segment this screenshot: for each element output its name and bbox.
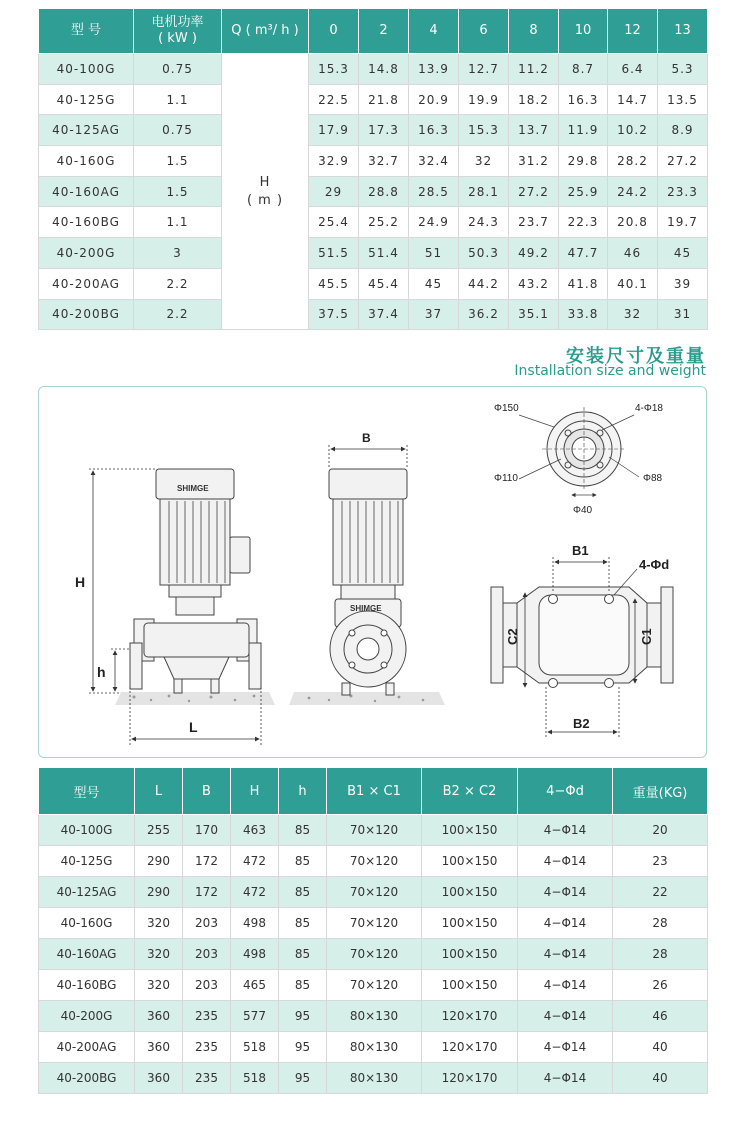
header-flow: Q ( m³/ h )	[222, 9, 309, 54]
dims-cell: 4−Φ14	[518, 1001, 613, 1032]
head-value-cell: 25.9	[559, 176, 608, 207]
head-value-cell: 25.2	[359, 207, 409, 238]
head-value-cell: 45.4	[359, 268, 409, 299]
dims-cell: 70×120	[327, 877, 422, 908]
dims-cell: 85	[279, 939, 327, 970]
performance-row	[39, 238, 708, 269]
dims-row	[39, 846, 708, 877]
dims-cell: 360	[135, 1032, 183, 1063]
performance-row	[39, 115, 708, 146]
model-cell: 40-200BG	[39, 299, 134, 330]
pump-front-view	[115, 469, 275, 705]
head-value-cell: 16.3	[409, 115, 459, 146]
dims-cell: 22	[613, 877, 708, 908]
head-value-cell: 13.5	[658, 84, 708, 115]
power-cell: 2.2	[134, 268, 222, 299]
dims-cell: 40-160G	[39, 908, 135, 939]
dims-row	[39, 939, 708, 970]
dims-cell: 170	[183, 815, 231, 846]
head-label-line1: H	[259, 175, 271, 191]
head-value-cell: 10.2	[608, 115, 658, 146]
dims-cell: 4−Φ14	[518, 1063, 613, 1094]
label-phi88: Φ88	[643, 473, 663, 484]
performance-header-row	[39, 9, 708, 54]
dims-cell: 360	[135, 1001, 183, 1032]
dims-header: 型号	[39, 768, 135, 815]
head-value-cell: 43.2	[509, 268, 559, 299]
head-value-cell: 21.8	[359, 84, 409, 115]
performance-row	[39, 54, 708, 85]
dims-header: 4−Φd	[518, 768, 613, 815]
head-value-cell: 28.8	[359, 176, 409, 207]
dims-cell: 70×120	[327, 970, 422, 1001]
head-value-cell: 29.8	[559, 146, 608, 177]
head-value-cell: 45.5	[309, 268, 359, 299]
dim-B	[329, 445, 407, 469]
dims-cell: 320	[135, 970, 183, 1001]
dims-cell: 100×150	[422, 908, 518, 939]
dims-row	[39, 908, 708, 939]
dims-cell: 70×120	[327, 939, 422, 970]
head-value-cell: 31.2	[509, 146, 559, 177]
label-H: H	[75, 574, 86, 590]
header-flow-point: 6	[459, 9, 509, 54]
header-flow-point: 12	[608, 9, 658, 54]
head-value-cell: 27.2	[658, 146, 708, 177]
head-value-cell: 29	[309, 176, 359, 207]
dims-header: L	[135, 768, 183, 815]
head-value-cell: 13.7	[509, 115, 559, 146]
dims-row	[39, 877, 708, 908]
head-value-cell: 28.1	[459, 176, 509, 207]
model-cell: 40-200G	[39, 238, 134, 269]
dims-cell: 290	[135, 877, 183, 908]
dims-header: B1 × C1	[327, 768, 422, 815]
dims-header-row	[39, 768, 708, 815]
label-B1: B1	[572, 543, 589, 558]
dims-cell: 320	[135, 908, 183, 939]
head-value-cell: 32.7	[359, 146, 409, 177]
dims-cell: 80×130	[327, 1063, 422, 1094]
label-phi40: Φ40	[573, 505, 593, 516]
motor-brand-side: SHIMGE	[350, 604, 382, 613]
head-value-cell: 51.5	[309, 238, 359, 269]
head-value-cell: 46	[608, 238, 658, 269]
dims-cell: 85	[279, 846, 327, 877]
power-cell: 0.75	[134, 54, 222, 85]
label-phi150: Φ150	[494, 403, 519, 414]
dims-cell: 498	[231, 908, 279, 939]
dims-cell: 70×120	[327, 815, 422, 846]
dims-cell: 100×150	[422, 877, 518, 908]
head-value-cell: 32.4	[409, 146, 459, 177]
head-value-cell: 24.9	[409, 207, 459, 238]
head-value-cell: 44.2	[459, 268, 509, 299]
head-value-cell: 6.4	[608, 54, 658, 85]
dims-header: 重量(KG)	[613, 768, 708, 815]
head-value-cell: 20.8	[608, 207, 658, 238]
dims-cell: 235	[183, 1063, 231, 1094]
header-flow-point: 4	[409, 9, 459, 54]
dims-cell: 100×150	[422, 970, 518, 1001]
dims-cell: 95	[279, 1001, 327, 1032]
head-value-cell: 11.9	[559, 115, 608, 146]
dims-cell: 518	[231, 1032, 279, 1063]
head-value-cell: 14.7	[608, 84, 658, 115]
dims-cell: 235	[183, 1001, 231, 1032]
header-flow-point: 13	[658, 9, 708, 54]
head-value-cell: 51.4	[359, 238, 409, 269]
dim-h	[111, 649, 130, 691]
dims-cell: 100×150	[422, 815, 518, 846]
dims-cell: 4−Φ14	[518, 939, 613, 970]
model-cell: 40-125AG	[39, 115, 134, 146]
power-cell: 3	[134, 238, 222, 269]
header-flow-point: 0	[309, 9, 359, 54]
head-value-cell: 37.4	[359, 299, 409, 330]
head-value-cell: 32	[608, 299, 658, 330]
head-value-cell: 32.9	[309, 146, 359, 177]
model-cell: 40-160G	[39, 146, 134, 177]
dims-cell: 203	[183, 908, 231, 939]
head-value-cell: 45	[658, 238, 708, 269]
head-value-cell: 22.5	[309, 84, 359, 115]
dims-cell: 40-100G	[39, 815, 135, 846]
head-label-cell	[222, 54, 309, 330]
dims-cell: 203	[183, 970, 231, 1001]
power-cell: 0.75	[134, 115, 222, 146]
performance-row	[39, 84, 708, 115]
head-value-cell: 24.3	[459, 207, 509, 238]
head-value-cell: 19.9	[459, 84, 509, 115]
performance-table	[38, 8, 708, 330]
head-value-cell: 20.9	[409, 84, 459, 115]
head-value-cell: 23.3	[658, 176, 708, 207]
head-value-cell: 22.3	[559, 207, 608, 238]
dims-cell: 120×170	[422, 1063, 518, 1094]
flange-detail	[519, 407, 639, 495]
dims-row	[39, 1063, 708, 1094]
head-value-cell: 23.7	[509, 207, 559, 238]
head-value-cell: 45	[409, 268, 459, 299]
head-value-cell: 12.7	[459, 54, 509, 85]
dims-cell: 100×150	[422, 939, 518, 970]
head-value-cell: 28.5	[409, 176, 459, 207]
dims-header: B	[183, 768, 231, 815]
head-value-cell: 50.3	[459, 238, 509, 269]
head-value-cell: 17.3	[359, 115, 409, 146]
head-value-cell: 41.8	[559, 268, 608, 299]
dims-cell: 498	[231, 939, 279, 970]
dims-cell: 70×120	[327, 908, 422, 939]
dims-cell: 26	[613, 970, 708, 1001]
dims-cell: 290	[135, 846, 183, 877]
model-cell: 40-200AG	[39, 268, 134, 299]
dims-cell: 28	[613, 908, 708, 939]
motor-brand-front: SHIMGE	[177, 484, 209, 493]
dims-row	[39, 815, 708, 846]
performance-row	[39, 146, 708, 177]
dims-cell: 80×130	[327, 1032, 422, 1063]
dims-cell: 472	[231, 846, 279, 877]
label-C2: C2	[505, 628, 520, 645]
head-value-cell: 49.2	[509, 238, 559, 269]
dims-cell: 120×170	[422, 1032, 518, 1063]
header-flow-point: 10	[559, 9, 608, 54]
dims-cell: 95	[279, 1032, 327, 1063]
performance-row	[39, 268, 708, 299]
dims-cell: 40-200BG	[39, 1063, 135, 1094]
head-value-cell: 36.2	[459, 299, 509, 330]
dims-row	[39, 1032, 708, 1063]
dims-cell: 20	[613, 815, 708, 846]
label-phi110: Φ110	[494, 473, 518, 484]
head-value-cell: 47.7	[559, 238, 608, 269]
dims-cell: 40-160AG	[39, 939, 135, 970]
label-B2: B2	[573, 716, 590, 731]
dims-cell: 4−Φ14	[518, 815, 613, 846]
dims-row	[39, 1001, 708, 1032]
head-value-cell: 25.4	[309, 207, 359, 238]
head-value-cell: 33.8	[559, 299, 608, 330]
head-value-cell: 39	[658, 268, 708, 299]
dims-header: H	[231, 768, 279, 815]
dims-cell: 40-160BG	[39, 970, 135, 1001]
label-B: B	[362, 431, 371, 445]
dims-cell: 40	[613, 1063, 708, 1094]
head-value-cell: 24.2	[608, 176, 658, 207]
dims-cell: 40-200AG	[39, 1032, 135, 1063]
dims-cell: 360	[135, 1063, 183, 1094]
head-value-cell: 28.2	[608, 146, 658, 177]
head-value-cell: 18.2	[509, 84, 559, 115]
dims-cell: 518	[231, 1063, 279, 1094]
performance-row	[39, 207, 708, 238]
header-flow-point: 2	[359, 9, 409, 54]
dimensions-table	[38, 767, 708, 1094]
power-cell: 1.5	[134, 146, 222, 177]
dims-cell: 40-125AG	[39, 877, 135, 908]
dims-cell: 577	[231, 1001, 279, 1032]
dims-header: B2 × C2	[422, 768, 518, 815]
dims-cell: 320	[135, 939, 183, 970]
header-power	[134, 9, 222, 54]
power-cell: 1.1	[134, 207, 222, 238]
head-value-cell: 32	[459, 146, 509, 177]
dims-cell: 4−Φ14	[518, 970, 613, 1001]
pump-side-view	[289, 469, 445, 705]
model-cell: 40-160AG	[39, 176, 134, 207]
head-value-cell: 16.3	[559, 84, 608, 115]
dims-cell: 70×120	[327, 846, 422, 877]
dims-cell: 203	[183, 939, 231, 970]
head-value-cell: 17.9	[309, 115, 359, 146]
installation-drawing	[39, 387, 708, 759]
dims-cell: 255	[135, 815, 183, 846]
model-cell: 40-160BG	[39, 207, 134, 238]
dims-cell: 4−Φ14	[518, 908, 613, 939]
dims-cell: 4−Φ14	[518, 877, 613, 908]
dims-cell: 40	[613, 1032, 708, 1063]
section-title: 安装尺寸及重量	[566, 346, 706, 367]
head-value-cell: 13.9	[409, 54, 459, 85]
power-cell: 1.5	[134, 176, 222, 207]
head-value-cell: 40.1	[608, 268, 658, 299]
head-value-cell: 8.7	[559, 54, 608, 85]
header-model: 型 号	[39, 9, 134, 54]
performance-row	[39, 299, 708, 330]
head-value-cell: 35.1	[509, 299, 559, 330]
head-value-cell: 37.5	[309, 299, 359, 330]
performance-row	[39, 176, 708, 207]
dims-cell: 28	[613, 939, 708, 970]
dims-cell: 40-200G	[39, 1001, 135, 1032]
dims-cell: 85	[279, 970, 327, 1001]
label-C1: C1	[639, 628, 654, 645]
header-flow-point: 8	[509, 9, 559, 54]
head-value-cell: 5.3	[658, 54, 708, 85]
dims-cell: 120×170	[422, 1001, 518, 1032]
dims-cell: 4−Φ14	[518, 846, 613, 877]
dims-cell: 46	[613, 1001, 708, 1032]
head-value-cell: 15.3	[309, 54, 359, 85]
dims-cell: 95	[279, 1063, 327, 1094]
head-value-cell: 11.2	[509, 54, 559, 85]
header-power-line1: 电机功率	[151, 14, 204, 30]
dims-cell: 472	[231, 877, 279, 908]
head-value-cell: 51	[409, 238, 459, 269]
dims-cell: 465	[231, 970, 279, 1001]
model-cell: 40-100G	[39, 54, 134, 85]
dims-row	[39, 970, 708, 1001]
power-cell: 2.2	[134, 299, 222, 330]
head-label-line2: ( m )	[246, 192, 284, 208]
dims-cell: 172	[183, 846, 231, 877]
installation-drawing-panel	[38, 386, 707, 758]
dims-cell: 463	[231, 815, 279, 846]
model-cell: 40-125G	[39, 84, 134, 115]
dims-cell: 100×150	[422, 846, 518, 877]
header-power-line2: ( kW )	[158, 31, 197, 46]
dims-cell: 80×130	[327, 1001, 422, 1032]
head-value-cell: 15.3	[459, 115, 509, 146]
label-h: h	[97, 664, 106, 680]
dims-cell: 23	[613, 846, 708, 877]
head-value-cell: 37	[409, 299, 459, 330]
head-value-cell: 19.7	[658, 207, 708, 238]
head-value-cell: 27.2	[509, 176, 559, 207]
dims-cell: 235	[183, 1032, 231, 1063]
power-cell: 1.1	[134, 84, 222, 115]
label-4phid: 4-Φd	[639, 557, 670, 572]
label-4phi18: 4-Φ18	[635, 403, 663, 414]
dims-header: h	[279, 768, 327, 815]
section-subtitle: Installation size and weight	[514, 363, 706, 379]
dims-cell: 40-125G	[39, 846, 135, 877]
dims-cell: 172	[183, 877, 231, 908]
head-value-cell: 8.9	[658, 115, 708, 146]
dims-cell: 85	[279, 877, 327, 908]
dims-cell: 85	[279, 908, 327, 939]
dims-cell: 4−Φ14	[518, 1032, 613, 1063]
label-L: L	[189, 719, 198, 735]
dims-cell: 85	[279, 815, 327, 846]
head-value-cell: 14.8	[359, 54, 409, 85]
head-value-cell: 31	[658, 299, 708, 330]
